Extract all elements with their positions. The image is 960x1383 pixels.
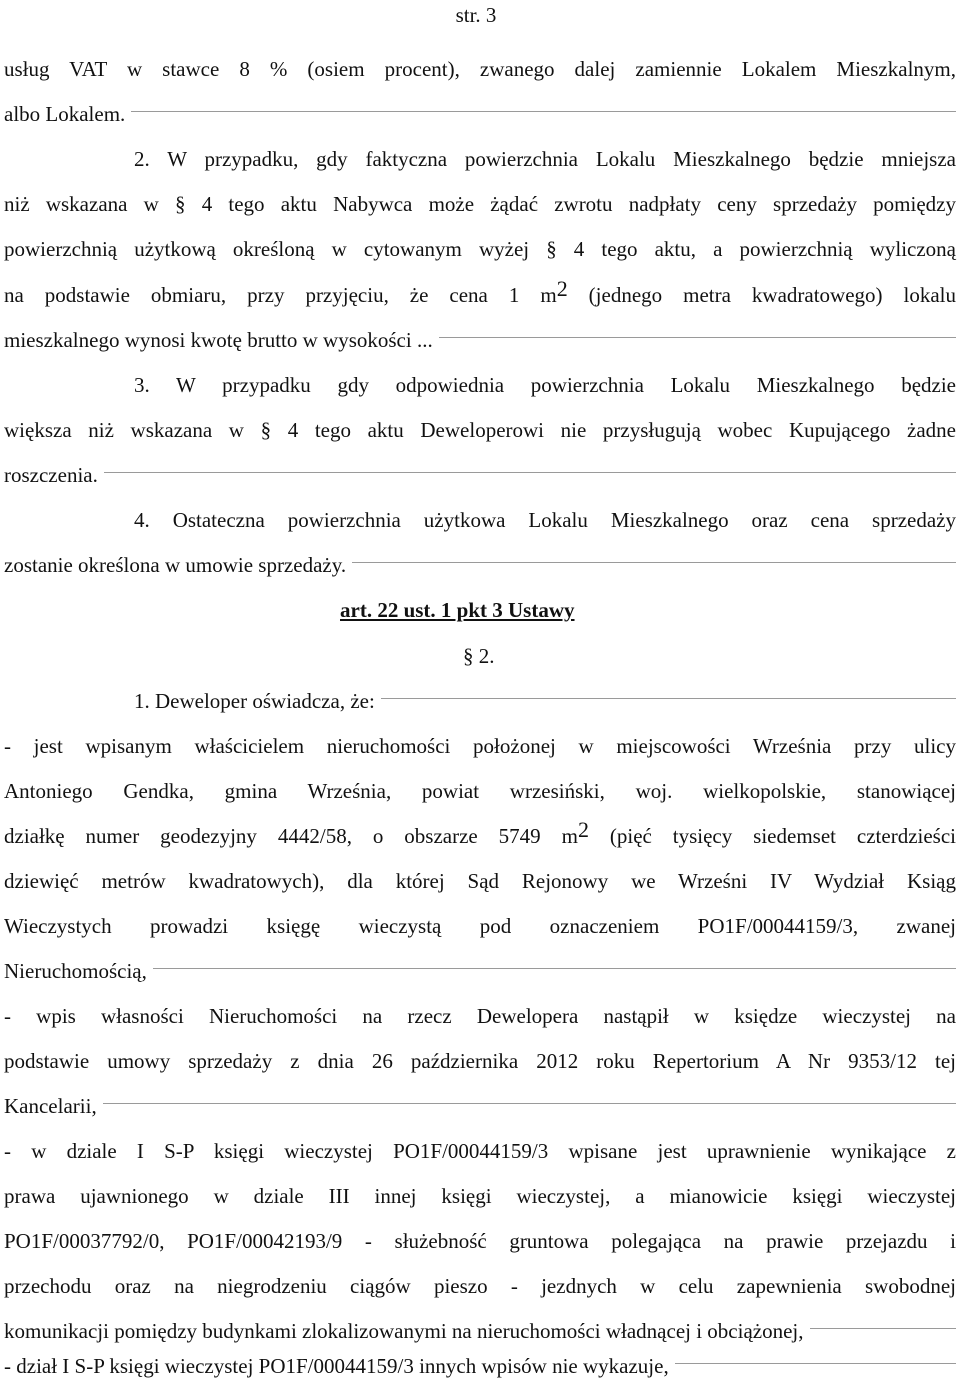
text-line-8: 3. W przypadku gdy odpowiednia powierzchnia Lokalu Mieszkalnego będzie — [134, 373, 956, 397]
text-line-5: powierzchnią użytkową określoną w cytowanym wyżej § 4 tego aktu, a powierzchnią wyliczoną — [4, 237, 956, 261]
filler-rule — [104, 472, 956, 473]
text-line-23: podstawie umowy sprzedaży z dnia 26 października 2012 roku Repertorium A Nr 9353/12 tej — [4, 1049, 956, 1073]
text-line-24-text: Kancelarii, — [4, 1094, 97, 1118]
filler-rule — [675, 1363, 956, 1364]
text-line-28: przechodu oraz na niegrodzeniu ciągów pieszo - jezdnych w celu zapewnienia swobodnej — [4, 1274, 956, 1298]
text-line-27: PO1F/00037792/0, PO1F/00042193/9 - służebność gruntowa polegająca na prawie przejazdu i — [4, 1229, 956, 1253]
filler-rule — [131, 111, 956, 112]
text-line-21-text: Nieruchomością, — [4, 959, 147, 983]
section-number: § 2. — [463, 644, 495, 668]
text-line-20: Wieczystych prowadzi księgę wieczystą pod oznaczeniem PO1F/00044159/3, zwanej — [4, 914, 956, 938]
text-line-6 — [4, 276, 956, 310]
text-line-15 — [134, 686, 956, 716]
superscript-2: 2 — [556, 276, 568, 301]
text-line-22: - wpis własności Nieruchomości na rzecz Dewelopera nastąpił w księdze wieczystej na — [4, 1004, 956, 1028]
filler-rule — [810, 1328, 956, 1329]
text-line-3: 2. W przypadku, gdy faktyczna powierzchnia Lokalu Mieszkalnego będzie mniejsza — [134, 147, 956, 171]
filler-rule — [381, 698, 956, 699]
superscript-2: 2 — [577, 817, 589, 842]
page-number — [4, 0, 956, 30]
filler-rule — [153, 968, 956, 969]
text-line-21 — [4, 956, 956, 986]
page-number-text: str. 3 — [455, 3, 497, 27]
text-line-30 — [4, 1351, 956, 1381]
text-line-12 — [4, 550, 956, 580]
text-line-30-text: - dział I S-P księgi wieczystej PO1F/00044159/3 innych wpisów nie wykazuje, — [4, 1354, 669, 1378]
article-reference — [340, 595, 740, 625]
text-line-16: - jest wpisanym właścicielem nieruchomości położonej w miejscowości Września przy ulicy — [4, 734, 956, 758]
text-line-6-part-a: na podstawie obmiaru, przy przyjęciu, że cena 1 m — [4, 283, 557, 307]
text-line-7-text: mieszkalnego wynosi kwotę brutto w wysokości ... — [4, 328, 433, 352]
filler-rule — [352, 562, 956, 563]
article-reference-text: art. 22 ust. 1 pkt 3 Ustawy — [340, 598, 575, 622]
text-line-18-part-a: działkę numer geodezyjny 4442/58, o obszarze 5749 m — [4, 824, 578, 848]
text-line-12-text: zostanie określona w umowie sprzedaży. — [4, 553, 347, 577]
text-line-26: prawa ujawnionego w dziale III innej księgi wieczystej, a mianowicie księgi wieczystej — [4, 1184, 956, 1208]
text-line-19: dziewięć metrów kwadratowych), dla której Sąd Rejonowy we Wrześni IV Wydział Ksiąg — [4, 869, 956, 893]
text-line-9: większa niż wskazana w § 4 tego aktu Deweloperowi nie przysługują wobec Kupującego żadne — [4, 418, 956, 442]
text-line-25: - w dziale I S-P księgi wieczystej PO1F/00044159/3 wpisane jest uprawnienie wynikające z — [4, 1139, 956, 1163]
text-line-11: 4. Ostateczna powierzchnia użytkowa Lokalu Mieszkalnego oraz cena sprzedaży — [134, 508, 956, 532]
filler-rule — [103, 1103, 956, 1104]
filler-rule — [439, 337, 956, 338]
text-line-18 — [4, 817, 956, 851]
text-line-1: usług VAT w stawce 8 % (osiem procent), zwanego dalej zamiennie Lokalem Mieszkalnym, — [4, 57, 956, 81]
text-line-18-part-b: (pięć tysięcy siedemset czterdzieści — [588, 824, 956, 848]
text-line-29 — [4, 1316, 956, 1346]
text-line-15-text: 1. Deweloper oświadcza, że: — [134, 689, 375, 713]
text-line-17: Antoniego Gendka, gmina Września, powiat wrzesiński, woj. wielkopolskie, stanowiącej — [4, 779, 956, 803]
text-line-6-part-b: (jednego metra kwadratowego) lokalu — [567, 283, 956, 307]
text-line-4: niż wskazana w § 4 tego aktu Nabywca może żądać zwrotu nadpłaty ceny sprzedaży pomiędzy — [4, 192, 956, 216]
text-line-29-text: komunikacji pomiędzy budynkami zlokalizowanymi na nieruchomości władnącej i obciążonej, — [4, 1319, 804, 1343]
text-line-2 — [4, 99, 956, 129]
text-line-2-text: albo Lokalem. — [4, 102, 126, 126]
text-line-24 — [4, 1091, 956, 1121]
text-line-10-text: roszczenia. — [4, 463, 98, 487]
text-line-7 — [4, 325, 956, 355]
text-line-10 — [4, 460, 956, 490]
